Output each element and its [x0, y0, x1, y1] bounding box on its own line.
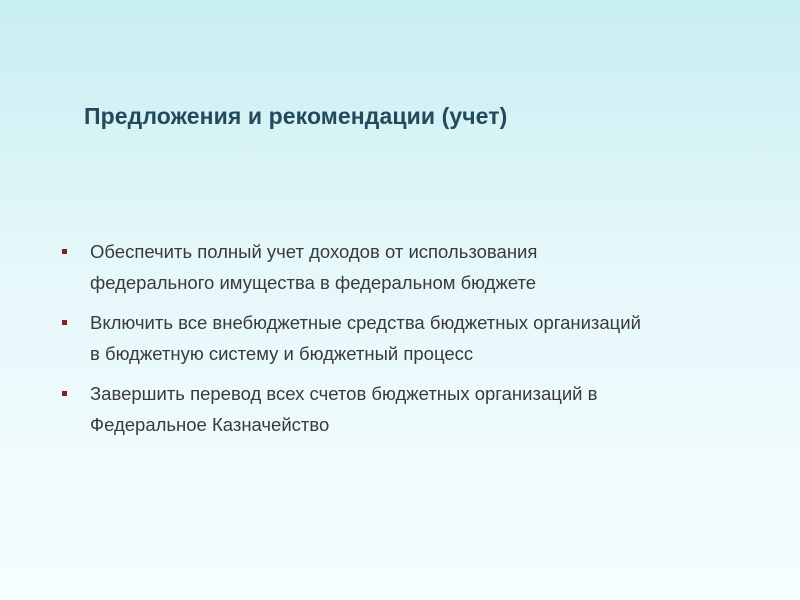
square-bullet-icon: [62, 320, 67, 325]
bullet-item-1: [62, 236, 762, 298]
bullet-item-1-line-1: Обеспечить полный учет доходов от использования: [90, 241, 538, 262]
bullet-item-2-line-2: в бюджетную систему и бюджетный процесс: [90, 343, 474, 364]
slide-title: Предложения и рекомендации (учет): [84, 103, 508, 129]
bullet-item-2-line-1: Включить все внебюджетные средства бюджетных организаций: [90, 312, 641, 333]
bullet-item-3: [62, 378, 762, 440]
bullet-list: [62, 236, 762, 449]
bullet-item-2: [62, 307, 762, 369]
bullet-item-1-line-2: федерального имущества в федеральном бюджете: [90, 272, 537, 293]
bullet-item-3-line-1: Завершить перевод всех счетов бюджетных организаций в: [90, 383, 598, 404]
square-bullet-icon: [62, 249, 67, 254]
square-bullet-icon: [62, 391, 67, 396]
bullet-item-3-line-2: Федеральное Казначейство: [90, 414, 330, 435]
